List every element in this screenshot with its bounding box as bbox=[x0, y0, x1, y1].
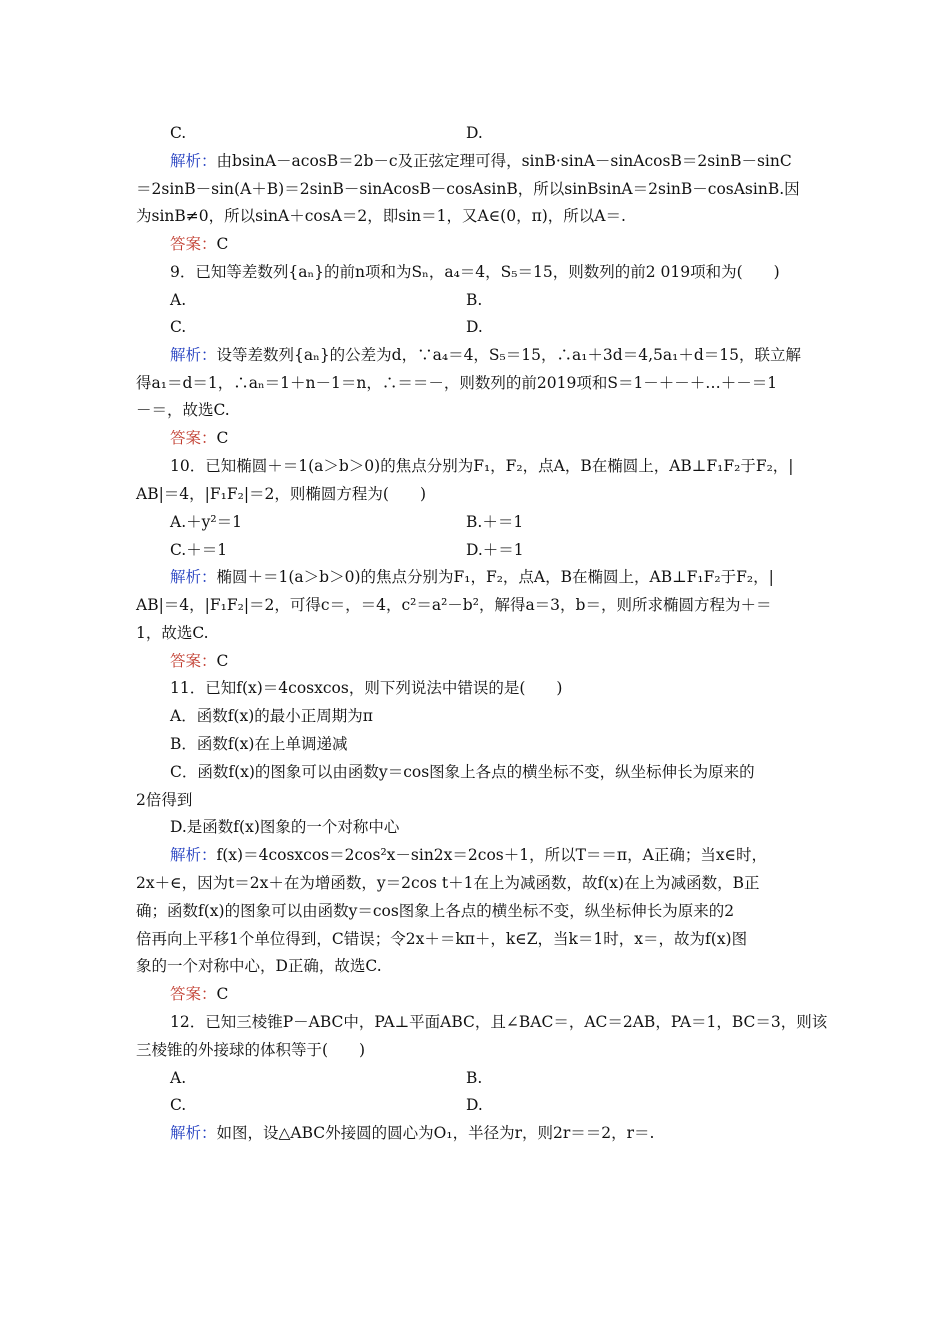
answer-value: C bbox=[216, 985, 229, 1003]
question-12-cont: 三棱锥的外接球的体积等于( ) bbox=[136, 1041, 366, 1059]
solution-line bbox=[170, 567, 774, 587]
solution-text: 2x＋∈，因为t＝2x＋在为增函数，y＝2cos t＋1在上为减函数，故f(x)在上为减函数，B正 bbox=[136, 874, 760, 892]
solution-text: 1，故选C. bbox=[136, 624, 209, 642]
answer-value: C bbox=[216, 235, 229, 253]
solution-line bbox=[170, 1123, 654, 1143]
solution-text: 由bsinA－acosB＝2b－c及正弦定理可得，sinB·sinA－sinAcosB＝2sinB－sinC bbox=[216, 152, 792, 170]
option-a: A. bbox=[170, 291, 187, 309]
answer-line bbox=[170, 984, 228, 1004]
option-d: D. bbox=[466, 1096, 483, 1114]
option-b: B.＋＝1 bbox=[466, 513, 524, 531]
solution-text: 设等差数列{aₙ}的公差为d，∵a₄＝4，S₅＝15，∴a₁＋3d＝4,5a₁＋d＝15，联立解 bbox=[216, 346, 801, 364]
solution-line bbox=[170, 845, 767, 865]
option-d: D. bbox=[466, 318, 483, 336]
option-c: C．函数f(x)的图象可以由函数y＝cos图象上各点的横坐标不变，纵坐标伸长为原来的 bbox=[170, 763, 755, 781]
option-c: C.＋＝1 bbox=[170, 541, 228, 559]
solution-text: 象的一个对称中心，D正确，故选C. bbox=[136, 957, 382, 975]
answer-label: 答案： bbox=[170, 652, 217, 670]
solution-text: AB|＝4，|F₁F₂|＝2，可得c＝，＝4，c²＝a²－b²，解得a＝3，b＝，则所求椭圆方程为＋＝ bbox=[136, 596, 772, 614]
answer-line bbox=[170, 428, 228, 448]
question-10: 10．已知椭圆＋＝1(a＞b＞0)的焦点分别为F₁，F₂，点A，B在椭圆上，AB⊥F₁F₂于F₂，| bbox=[170, 457, 794, 475]
solution-label: 解析： bbox=[170, 152, 217, 170]
solution-label: 解析： bbox=[170, 846, 217, 864]
option-d: D.＋＝1 bbox=[466, 541, 524, 559]
answer-line bbox=[170, 234, 228, 254]
option-a: A．函数f(x)的最小正周期为π bbox=[170, 707, 373, 725]
option-d: D.是函数f(x)图象的一个对称中心 bbox=[170, 818, 400, 836]
question-11: 11．已知f(x)＝4cosxcos，则下列说法中错误的是( ) bbox=[170, 679, 563, 697]
solution-line bbox=[170, 151, 792, 171]
answer-value: C bbox=[216, 429, 229, 447]
option-b: B. bbox=[466, 1069, 483, 1087]
answer-value: C bbox=[216, 652, 229, 670]
solution-label: 解析： bbox=[170, 346, 217, 364]
option-c: C. bbox=[170, 318, 187, 336]
solution-text: ＝2sinB－sin(A＋B)＝2sinB－sinAcosB－cosAsinB，所以sinBsinA＝2sinB－cosAsinB.因 bbox=[136, 180, 800, 198]
solution-text: 确；函数f(x)的图象可以由函数y＝cos图象上各点的横坐标不变，纵坐标伸长为原来的2 bbox=[136, 902, 735, 920]
solution-text: 倍再向上平移1个单位得到，C错误；令2x＋＝kπ＋，k∈Z，当k＝1时，x＝，故为f(x)图 bbox=[136, 930, 748, 948]
solution-text: 得a₁＝d＝1，∴aₙ＝1＋n－1＝n，∴＝＝－，则数列的前2019项和S＝1－＋－＋…＋－＝1 bbox=[136, 374, 778, 392]
solution-text: －＝，故选C. bbox=[136, 401, 230, 419]
solution-text: 如图，设△ABC外接圆的圆心为O₁，半径为r，则2r＝＝2，r＝. bbox=[216, 1124, 655, 1142]
question-12: 12．已知三棱锥P－ABC中，PA⊥平面ABC，且∠BAC＝，AC＝2AB，PA＝1，BC＝3，则该 bbox=[170, 1013, 828, 1031]
solution-text: 为sinB≠0，所以sinA＋cosA＝2，即sin＝1，又A∈(0，π)，所以A＝. bbox=[136, 207, 626, 225]
option-c-cont: 2倍得到 bbox=[136, 791, 193, 809]
option-b: B．函数f(x)在上单调递减 bbox=[170, 735, 348, 753]
option-c: C. bbox=[170, 124, 187, 142]
question-9: 9．已知等差数列{aₙ}的前n项和为Sₙ，a₄＝4，S₅＝15，则数列的前2 019项和为( ) bbox=[170, 263, 780, 281]
question-10-cont: AB|＝4，|F₁F₂|＝2，则椭圆方程为( ) bbox=[136, 485, 427, 503]
answer-label: 答案： bbox=[170, 429, 217, 447]
solution-text: 椭圆＋＝1(a＞b＞0)的焦点分别为F₁，F₂，点A，B在椭圆上，AB⊥F₁F₂于F₂，| bbox=[216, 568, 774, 586]
solution-line bbox=[170, 345, 801, 365]
answer-label: 答案： bbox=[170, 235, 217, 253]
solution-text: f(x)＝4cosxcos＝2cos²x－sin2x＝2cos＋1，所以T＝＝π，A正确；当x∈时， bbox=[216, 846, 768, 864]
option-c: C. bbox=[170, 1096, 187, 1114]
option-b: B. bbox=[466, 291, 483, 309]
option-d: D. bbox=[466, 124, 483, 142]
solution-label: 解析： bbox=[170, 1124, 217, 1142]
solution-label: 解析： bbox=[170, 568, 217, 586]
answer-line bbox=[170, 651, 228, 671]
answer-label: 答案： bbox=[170, 985, 217, 1003]
option-a: A.＋y²＝1 bbox=[170, 513, 242, 531]
option-a: A. bbox=[170, 1069, 187, 1087]
